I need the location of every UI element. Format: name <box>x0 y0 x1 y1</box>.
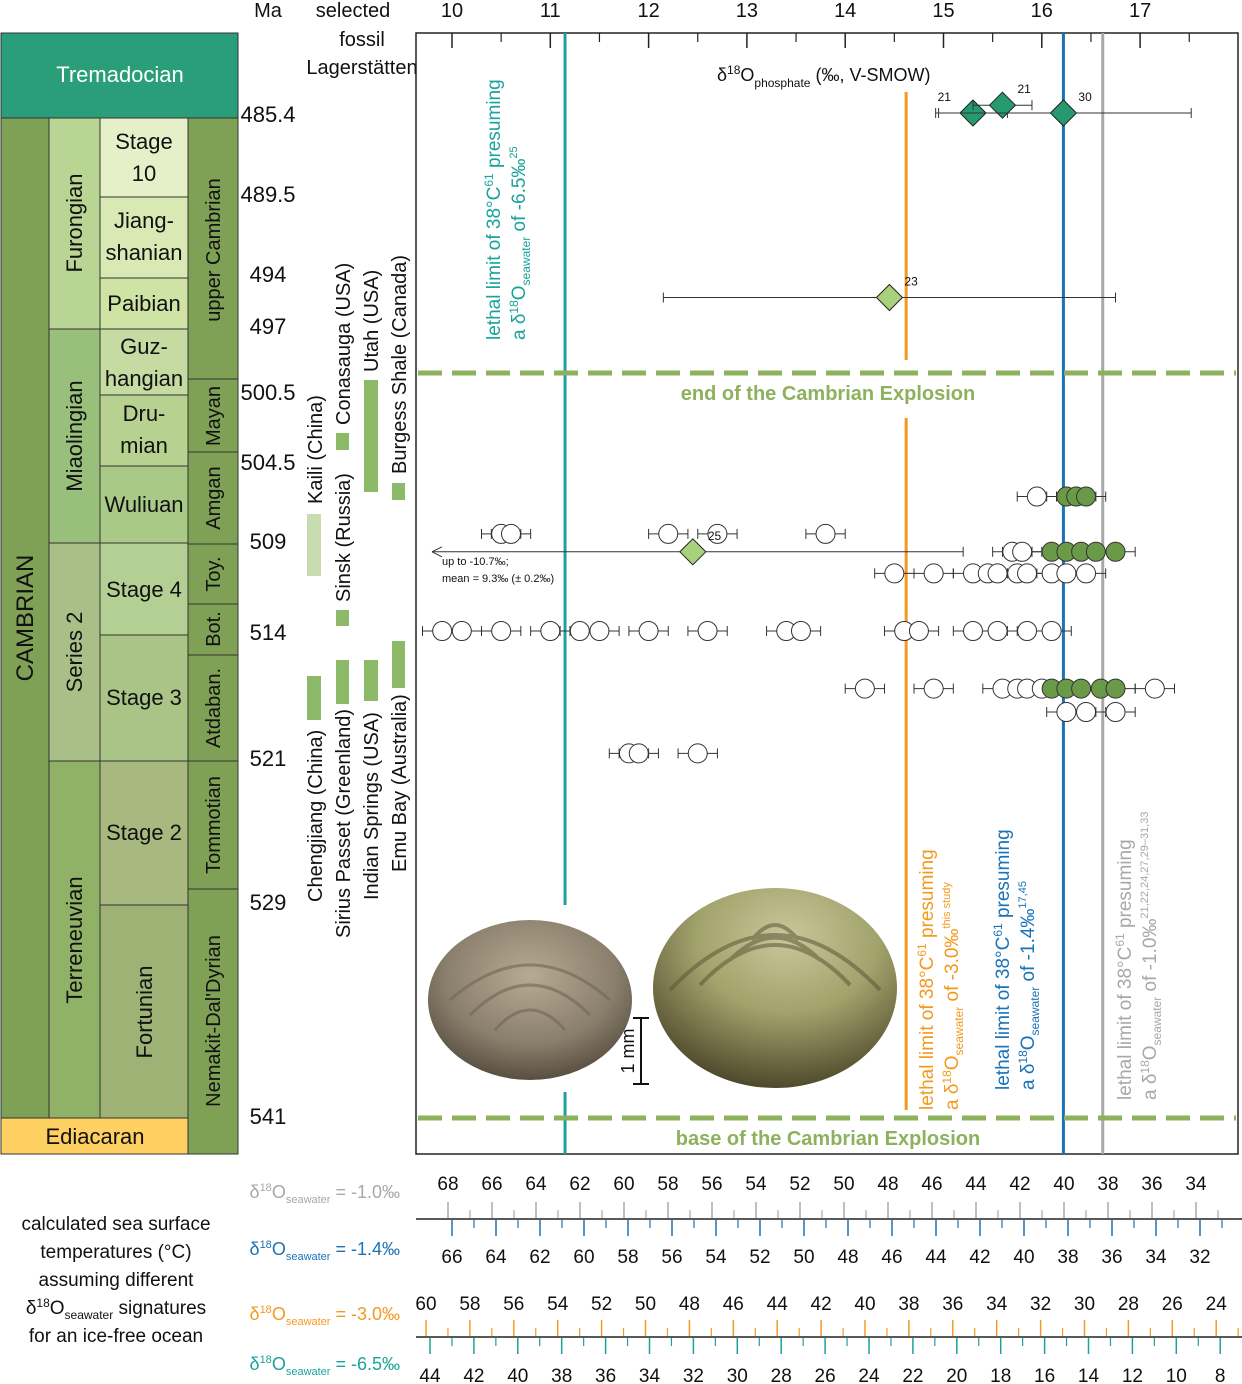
sst-tick-label: 68 <box>437 1174 459 1195</box>
literature-note-2: mean = 9.3‰ (± 0.2‰) <box>442 573 555 585</box>
sst-caption-1: calculated sea surface <box>21 1214 211 1235</box>
sst-tick-label: 56 <box>503 1294 525 1315</box>
x-tick-label-16: 16 <box>1030 0 1053 22</box>
literature-point-label: 30 <box>1078 90 1092 104</box>
lethal-label-blue-1: lethal limit of $38^\circ C^{61}$ presuming <box>991 829 1014 1090</box>
stage-fortunian: Fortunian <box>132 965 157 1059</box>
sst-tick-label: 42 <box>463 1366 485 1384</box>
sst-tick-label: 36 <box>942 1294 964 1315</box>
sst-tick-label: 44 <box>419 1366 441 1384</box>
sst-axis-label-2: $\delta^{18}O_{seawater}$ = -3.0‰ <box>249 1304 400 1328</box>
sst-caption-3: assuming different <box>38 1270 194 1291</box>
sinsk-label: Sinsk (Russia) <box>333 473 355 602</box>
conasauga-label: Conasauga (USA) <box>333 262 355 425</box>
age-axis-title: Ma <box>254 0 282 22</box>
age-tick: 485.4 <box>240 102 296 127</box>
age-tick: 509 <box>249 529 287 554</box>
stage-guzhangian-l1: Guz- <box>120 334 168 359</box>
series-series2: Series 2 <box>62 611 87 693</box>
sst-axis-label-1: $\delta^{18}O_{seawater}$ = -1.4‰ <box>249 1239 400 1263</box>
tremadocian-label: Tremadocian <box>56 62 184 87</box>
data-point-white <box>1057 703 1076 722</box>
literature-point <box>989 92 1015 118</box>
burgess-label: Burgess Shale (Canada) <box>389 254 411 474</box>
sst-axes <box>250 1174 1242 1384</box>
sinsk-range <box>336 610 349 626</box>
lethal-label-teal-2: a $\delta^{18}O_{seawater}$ of -6.5‰$^{25}$ <box>507 146 533 340</box>
chengjiang-label: Chengjiang (China) <box>305 729 327 902</box>
regional-atdaban: Atdaban. <box>203 667 225 749</box>
utah-range <box>364 380 378 492</box>
sst-tick-label: 22 <box>902 1366 924 1384</box>
sst-tick-label: 66 <box>481 1174 503 1195</box>
literature-point <box>1050 100 1076 126</box>
indian-springs-label: Indian Springs (USA) <box>361 712 383 900</box>
sst-tick-label: 44 <box>925 1247 947 1268</box>
data-point-white <box>541 622 560 641</box>
data-point-white <box>659 524 678 543</box>
sst-tick-label: 52 <box>749 1247 771 1268</box>
data-point-white <box>1013 542 1032 561</box>
sst-tick-label: 46 <box>921 1174 943 1195</box>
literature-point-label: 23 <box>904 274 918 289</box>
scale-bar-label: 1 mm <box>618 1028 638 1074</box>
sst-tick-label: 18 <box>990 1366 1012 1384</box>
sst-tick-label: 8 <box>1214 1366 1226 1384</box>
stage-jiangshanian-l1: Jiang- <box>114 208 174 233</box>
x-tick-label-14: 14 <box>834 0 857 22</box>
sst-tick-label: 38 <box>1097 1174 1119 1195</box>
data-point-white <box>816 524 835 543</box>
lethal-label-orange-2: a $\delta^{18}O_{seawater}$ of -3.0‰$^{this study}$ <box>940 882 966 1110</box>
data-point-white <box>791 622 810 641</box>
sst-tick-label: 50 <box>634 1294 657 1315</box>
age-tick: 504.5 <box>240 450 296 475</box>
data-point-white <box>629 744 648 763</box>
sst-tick-label: 40 <box>507 1366 529 1384</box>
age-tick: 497 <box>249 314 287 339</box>
sst-tick-label: 42 <box>969 1247 991 1268</box>
sst-caption-4: $\delta^{18}O_{seawater}$ signatures <box>25 1296 207 1322</box>
sst-tick-label: 48 <box>877 1174 899 1195</box>
regional-mayan: Mayan <box>203 385 225 447</box>
indian-springs-range <box>364 660 378 701</box>
sirius-range <box>336 660 349 704</box>
shell-photo-left <box>428 920 632 1080</box>
data-point-white <box>698 622 717 641</box>
sst-tick-label: 34 <box>1145 1247 1167 1268</box>
sst-tick-label: 48 <box>678 1294 700 1315</box>
cambrian-label: CAMBRIAN <box>12 554 39 682</box>
shell-photos <box>428 888 897 1088</box>
sst-tick-label: 30 <box>1073 1294 1096 1315</box>
literature-point <box>680 539 706 565</box>
data-point-white <box>1077 703 1096 722</box>
stage-4: Stage 4 <box>106 577 182 602</box>
sst-tick-label: 60 <box>613 1174 635 1195</box>
lagerstatten-header-3: Lagerstätten <box>306 57 418 79</box>
data-point-white <box>501 524 520 543</box>
sst-tick-label: 36 <box>595 1366 617 1384</box>
sst-tick-label: 38 <box>551 1366 573 1384</box>
age-tick: 494 <box>249 262 287 287</box>
sst-tick-label: 60 <box>415 1294 437 1315</box>
lethal-label-grey-2: a $\delta^{18}O_{seawater}$ of -1.0‰$^{21,22,24,27,29-31,33}$ <box>1138 811 1164 1100</box>
data-point-white <box>1106 703 1125 722</box>
sst-tick-label: 10 <box>1165 1366 1187 1384</box>
data-point-green <box>1077 487 1096 506</box>
sst-tick-label: 26 <box>814 1366 836 1384</box>
stage-paibian: Paibian <box>107 291 181 316</box>
lethal-label-orange-1: lethal limit of $38^\circ C^{61}$ presuming <box>915 849 938 1110</box>
sst-tick-label: 28 <box>1117 1294 1139 1315</box>
sst-tick-label: 34 <box>1185 1174 1207 1195</box>
data-point-white <box>855 679 874 698</box>
sst-tick-label: 32 <box>1030 1294 1052 1315</box>
regional-toy: Toy. <box>203 556 225 592</box>
sst-tick-label: 36 <box>1101 1247 1123 1268</box>
lethal-label-grey-1: lethal limit of $38^\circ C^{61}$ presuming <box>1113 839 1136 1100</box>
data-point-white <box>1057 564 1076 583</box>
sst-tick-label: 56 <box>661 1247 683 1268</box>
sst-tick-label: 14 <box>1077 1366 1100 1384</box>
sst-tick-label: 58 <box>657 1174 679 1195</box>
data-point-white <box>1077 564 1096 583</box>
emu-bay-range <box>392 641 405 688</box>
series-terreneuvian: Terreneuvian <box>62 876 87 1004</box>
data-point-white <box>924 679 943 698</box>
regional-amgan: Amgan <box>203 466 225 530</box>
data-point-white <box>433 622 452 641</box>
data-point-white <box>885 564 904 583</box>
age-tick: 489.5 <box>240 182 296 207</box>
stage-jiangshanian-l2: shanian <box>105 240 183 265</box>
sst-tick-label: 34 <box>638 1366 661 1384</box>
stage-3: Stage 3 <box>106 685 182 710</box>
chrono-column <box>1 33 238 1154</box>
x-axis <box>441 0 1189 48</box>
sst-tick-label: 20 <box>946 1366 968 1384</box>
stage-10-l1: Stage <box>115 129 173 154</box>
sst-tick-label: 38 <box>1057 1247 1079 1268</box>
sst-tick-label: 50 <box>793 1247 815 1268</box>
data-point-white <box>492 622 511 641</box>
kaili-range <box>307 514 321 576</box>
lagerstatten-header-1: selected <box>315 0 391 22</box>
stage-2: Stage 2 <box>106 820 182 845</box>
literature-point-label: 25 <box>707 528 722 543</box>
sst-tick-label: 44 <box>766 1294 788 1315</box>
sst-tick-label: 62 <box>529 1247 551 1268</box>
data-point-white <box>924 564 943 583</box>
age-axis <box>240 0 295 1129</box>
ediacaran-label: Ediacaran <box>45 1124 145 1149</box>
data-point-white <box>1018 622 1037 641</box>
sst-axis-label-3: $\delta^{18}O_{seawater}$ = -6.5‰ <box>249 1354 400 1378</box>
sst-tick-label: 56 <box>701 1174 723 1195</box>
sst-tick-label: 40 <box>1013 1247 1035 1268</box>
data-point-white <box>1018 564 1037 583</box>
sst-tick-label: 46 <box>881 1247 903 1268</box>
sst-tick-label: 40 <box>854 1294 876 1315</box>
data-point-white <box>988 622 1007 641</box>
literature-point-label: 21 <box>1017 82 1031 97</box>
data-point-green <box>1106 679 1125 698</box>
sst-tick-label: 58 <box>459 1294 481 1315</box>
data-point-white <box>688 744 707 763</box>
sst-tick-label: 42 <box>810 1294 832 1315</box>
sst-tick-label: 50 <box>833 1174 855 1195</box>
emu-bay-label: Emu Bay (Australia) <box>389 694 411 872</box>
sst-tick-label: 36 <box>1141 1174 1163 1195</box>
sst-tick-label: 40 <box>1053 1174 1075 1195</box>
lagerstatten-header-2: fossil <box>339 29 385 51</box>
age-tick: 529 <box>249 890 287 915</box>
sst-tick-label: 64 <box>485 1247 507 1268</box>
base-explosion-label: base of the Cambrian Explosion <box>675 1128 981 1150</box>
sst-tick-label: 54 <box>705 1247 727 1268</box>
sirius-label: Sirius Passet (Greenland) <box>333 709 355 938</box>
sst-axis-label-0: $\delta^{18}O_{seawater}$ = -1.0‰ <box>249 1182 400 1206</box>
age-tick: 500.5 <box>240 380 296 405</box>
data-point-white <box>1042 622 1061 641</box>
lagerstatten <box>305 0 418 938</box>
stage-drumian-l2: mian <box>120 433 168 458</box>
sst-tick-label: 48 <box>837 1247 859 1268</box>
sst-tick-label: 62 <box>569 1174 591 1195</box>
sst-tick-label: 60 <box>573 1247 595 1268</box>
regional-bot: Bot. <box>203 611 225 647</box>
data-point-green <box>1072 679 1091 698</box>
stage-guzhangian-l2: hangian <box>104 366 184 391</box>
lethal-label-teal-1: lethal limit of $38^\circ C^{61}$ presuming <box>482 79 505 340</box>
sst-tick-label: 12 <box>1121 1366 1143 1384</box>
sst-tick-label: 58 <box>617 1247 639 1268</box>
stage-drumian-l1: Dru- <box>122 401 166 426</box>
sst-tick-label: 46 <box>722 1294 744 1315</box>
x-tick-label-15: 15 <box>932 0 955 22</box>
data-points <box>423 82 1192 763</box>
stage-10-l2: 10 <box>131 161 157 186</box>
x-tick-label-10: 10 <box>440 0 464 22</box>
sst-tick-label: 54 <box>745 1174 767 1195</box>
sst-tick-label: 32 <box>682 1366 704 1384</box>
data-point-white <box>590 622 609 641</box>
literature-point-label: 21 <box>937 90 951 104</box>
age-tick: 521 <box>249 746 287 771</box>
end-explosion-label: end of the Cambrian Explosion <box>680 383 976 405</box>
sst-caption-2: temperatures (°C) <box>40 1242 192 1263</box>
sst-tick-label: 52 <box>591 1294 613 1315</box>
data-point-white <box>1145 679 1164 698</box>
sst-tick-label: 32 <box>1189 1247 1211 1268</box>
sst-tick-label: 28 <box>770 1366 792 1384</box>
stage-wuliuan: Wuliuan <box>104 492 184 517</box>
sst-caption <box>21 1214 210 1347</box>
data-point-green <box>1106 542 1125 561</box>
sst-tick-label: 44 <box>965 1174 987 1195</box>
regional-upper-cambrian: upper Cambrian <box>203 178 225 322</box>
literature-point <box>876 285 902 311</box>
data-point-white <box>452 622 471 641</box>
sst-tick-label: 54 <box>547 1294 569 1315</box>
x-tick-label-12: 12 <box>637 0 660 22</box>
regional-nemakit: Nemakit-Dal'Dyrian <box>203 935 225 1107</box>
burgess-range <box>392 483 405 500</box>
sst-tick-label: 26 <box>1161 1294 1183 1315</box>
sst-tick-label: 42 <box>1009 1174 1031 1195</box>
sst-tick-label: 66 <box>441 1247 463 1268</box>
x-tick-label-13: 13 <box>735 0 759 22</box>
series-miaolingian: Miaolingian <box>62 380 87 492</box>
sst-caption-5: for an ice-free ocean <box>28 1326 204 1347</box>
regional-tommotian: Tommotian <box>203 776 225 874</box>
sst-tick-label: 52 <box>789 1174 811 1195</box>
sst-tick-label: 64 <box>525 1174 547 1195</box>
data-point-white <box>909 622 928 641</box>
plot-title: $\delta^{18}O_{phosphate}$ (‰, V-SMOW) <box>717 63 931 90</box>
kaili-label: Kaili (China) <box>305 395 327 504</box>
sst-tick-label: 34 <box>986 1294 1008 1315</box>
shell-photo-right <box>653 888 897 1088</box>
data-point-green <box>1086 542 1105 561</box>
sst-tick-label: 24 <box>858 1366 880 1384</box>
data-point-white <box>988 564 1007 583</box>
conasauga-range <box>336 433 349 450</box>
age-tick: 541 <box>249 1104 287 1129</box>
sst-tick-label: 24 <box>1205 1294 1227 1315</box>
age-tick: 514 <box>249 620 287 645</box>
x-tick-label-17: 17 <box>1128 0 1152 22</box>
series-furongian: Furongian <box>62 173 87 273</box>
sst-tick-label: 16 <box>1034 1366 1056 1384</box>
sst-tick-label: 30 <box>726 1366 748 1384</box>
data-point-white <box>1027 487 1046 506</box>
literature-note-1: up to -10.7‰; <box>442 556 509 568</box>
x-tick-label-11: 11 <box>539 0 561 22</box>
data-point-white <box>639 622 658 641</box>
utah-label: Utah (USA) <box>361 269 383 372</box>
data-point-white <box>963 622 982 641</box>
sst-tick-label: 38 <box>898 1294 920 1315</box>
chengjiang-range <box>307 676 321 720</box>
data-point-white <box>570 622 589 641</box>
lethal-label-blue-2: a $\delta^{18}O_{seawater}$ of -1.4‰$^{17,45}$ <box>1016 881 1042 1090</box>
